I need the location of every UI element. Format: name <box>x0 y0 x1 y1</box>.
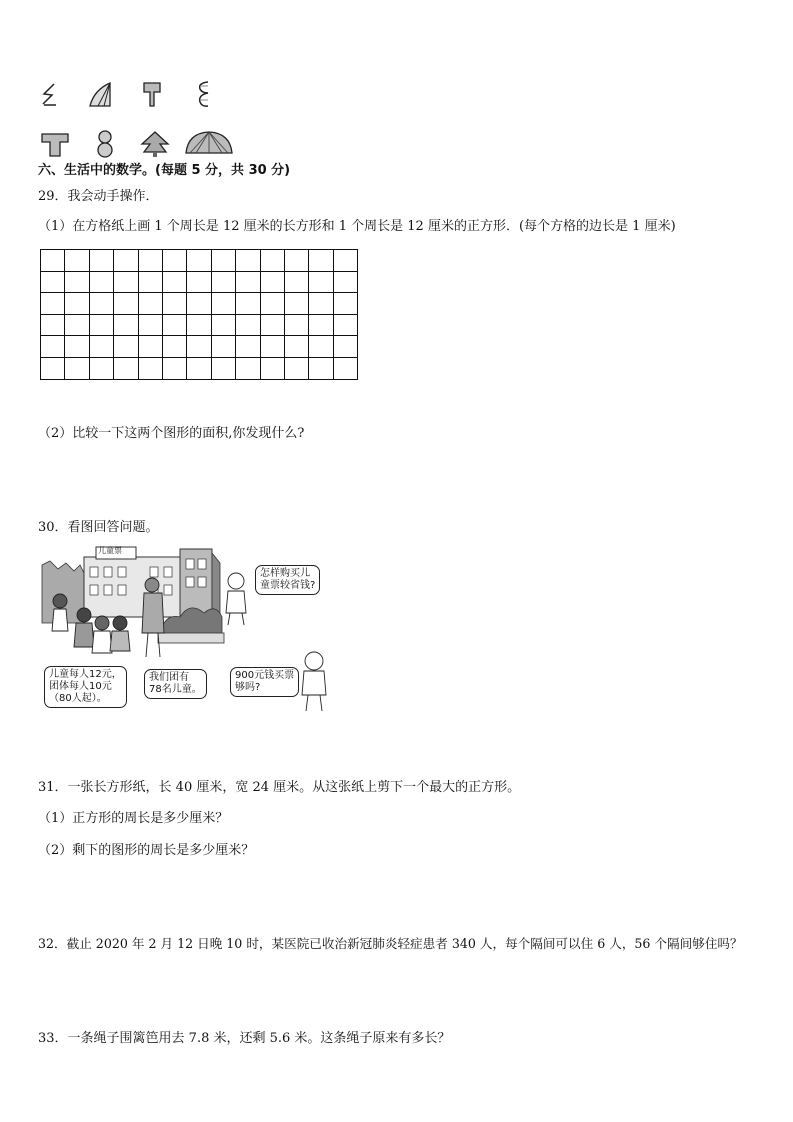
grid-cell[interactable] <box>260 314 284 336</box>
question-32-stem: 32．截止 2020 年 2 月 12 日晚 10 时，某医院已收治新冠肺炎轻症患者 340 人，每个隔间可以住 6 人，56 个隔间够住吗？ <box>38 936 743 951</box>
speech-bubble-enough-money: 900元钱买票 够吗? <box>230 667 299 697</box>
ticket-sign: 儿童票 <box>98 546 122 555</box>
grid-cell[interactable] <box>260 357 284 379</box>
grid-cell[interactable] <box>284 357 308 379</box>
grid-cell[interactable] <box>138 250 162 272</box>
question-29-part-2: （2）比较一下这两个图形的面积,你发现什么? <box>38 426 305 441</box>
grid-cell[interactable] <box>260 336 284 358</box>
grid-cell[interactable] <box>162 314 186 336</box>
grid-cell[interactable] <box>284 314 308 336</box>
grid-cell[interactable] <box>114 357 138 379</box>
grid-cell[interactable] <box>41 336 65 358</box>
grid-cell[interactable] <box>41 250 65 272</box>
grid-cell[interactable] <box>65 357 89 379</box>
question-31-part-1: （1）正方形的周长是多少厘米？ <box>38 811 229 826</box>
grid-cell[interactable] <box>138 314 162 336</box>
grid-cell[interactable] <box>41 271 65 293</box>
grid-cell[interactable] <box>236 336 260 358</box>
speech-bubble-group-count: 我们团有 78名儿童。 <box>144 669 207 699</box>
grid-cell[interactable] <box>89 314 113 336</box>
grid-cell[interactable] <box>284 336 308 358</box>
grid-cell[interactable] <box>211 314 235 336</box>
grid-cell[interactable] <box>162 271 186 293</box>
grid-row <box>41 314 358 336</box>
grid-cell[interactable] <box>114 250 138 272</box>
grid-cell[interactable] <box>162 357 186 379</box>
grid-cell[interactable] <box>236 293 260 315</box>
grid-cell[interactable] <box>236 250 260 272</box>
grid-cell[interactable] <box>309 357 333 379</box>
grid-cell[interactable] <box>138 357 162 379</box>
grid-cell[interactable] <box>65 250 89 272</box>
grid-cell[interactable] <box>162 336 186 358</box>
grid-cell[interactable] <box>138 271 162 293</box>
grid-row <box>41 336 358 358</box>
grid-cell[interactable] <box>162 293 186 315</box>
grid-cell[interactable] <box>309 271 333 293</box>
figure-snowman-icon <box>93 129 117 159</box>
question-31-stem: 31．一张长方形纸，长 40 厘米，宽 24 厘米。从这张纸上剪下一个最大的正方形。 <box>38 780 521 795</box>
grid-cell[interactable] <box>284 271 308 293</box>
question-33-stem: 33．一条绳子围篱笆用去 7.8 米，还剩 5.6 米。这条绳子原来有多长？ <box>38 1031 451 1046</box>
grid-cell[interactable] <box>333 357 357 379</box>
grid-cell[interactable] <box>309 250 333 272</box>
grid-cell[interactable] <box>41 293 65 315</box>
grid-cell[interactable] <box>162 250 186 272</box>
grid-cell[interactable] <box>89 271 113 293</box>
grid-cell[interactable] <box>284 293 308 315</box>
grid-cell[interactable] <box>309 293 333 315</box>
grid-cell[interactable] <box>236 271 260 293</box>
grid-cell[interactable] <box>187 293 211 315</box>
grid-cell[interactable] <box>138 293 162 315</box>
grid-cell[interactable] <box>187 271 211 293</box>
grid-cell[interactable] <box>309 314 333 336</box>
grid-cell[interactable] <box>89 357 113 379</box>
grid-cell[interactable] <box>187 250 211 272</box>
grid-cell[interactable] <box>211 336 235 358</box>
grid-cell[interactable] <box>65 271 89 293</box>
grid-row <box>41 271 358 293</box>
question-29-part-1: （1）在方格纸上画 1 个周长是 12 厘米的长方形和 1 个周长是 12 厘米的正方形．(每个方格的边长是 1 厘米) <box>38 219 676 234</box>
grid-cell[interactable] <box>89 336 113 358</box>
grid-cell[interactable] <box>333 336 357 358</box>
section-title: 六、生活中的数学。(每题 5 分，共 30 分) <box>38 163 291 178</box>
question-30-stem: 30．看图回答问题。 <box>38 520 159 535</box>
grid-cell[interactable] <box>65 336 89 358</box>
question-29-stem: 29．我会动手操作． <box>38 189 159 204</box>
figure-mushroom-icon <box>40 130 70 158</box>
grid-row <box>41 293 358 315</box>
grid-cell[interactable] <box>114 336 138 358</box>
grid-cell[interactable] <box>211 250 235 272</box>
grid-cell[interactable] <box>114 293 138 315</box>
grid-cell[interactable] <box>65 314 89 336</box>
grid-cell[interactable] <box>211 293 235 315</box>
grid-cell[interactable] <box>236 314 260 336</box>
grid-cell[interactable] <box>138 336 162 358</box>
grid-row <box>41 357 358 379</box>
grid-cell[interactable] <box>187 336 211 358</box>
grid-cell[interactable] <box>89 250 113 272</box>
grid-cell[interactable] <box>333 271 357 293</box>
question-31-part-2: （2）剩下的图形的周长是多少厘米？ <box>38 843 255 858</box>
grid-cell[interactable] <box>187 314 211 336</box>
half-figure-tree-icon <box>142 80 164 108</box>
square-grid-paper[interactable] <box>40 249 358 380</box>
figure-umbrella-icon <box>184 129 234 159</box>
grid-cell[interactable] <box>260 293 284 315</box>
grid-cell[interactable] <box>187 357 211 379</box>
half-figure-zigzag-icon <box>40 82 60 108</box>
grid-cell[interactable] <box>260 271 284 293</box>
grid-cell[interactable] <box>260 250 284 272</box>
grid-cell[interactable] <box>65 293 89 315</box>
half-figure-eight-icon <box>196 80 210 108</box>
speech-bubble-price: 儿童每人12元， 团体每人10元 （80人起）。 <box>44 666 127 708</box>
grid-cell[interactable] <box>284 250 308 272</box>
figure-pine-tree-icon <box>140 130 170 158</box>
grid-cell[interactable] <box>333 250 357 272</box>
speech-bubble-cheapest: 怎样购买儿 童票较省钱? <box>255 565 320 595</box>
grid-cell[interactable] <box>41 357 65 379</box>
grid-cell[interactable] <box>211 357 235 379</box>
grid-cell[interactable] <box>211 271 235 293</box>
grid-cell[interactable] <box>114 314 138 336</box>
grid-cell[interactable] <box>333 293 357 315</box>
grid-row <box>41 250 358 272</box>
grid-cell[interactable] <box>309 336 333 358</box>
grid-cell[interactable] <box>89 293 113 315</box>
ticket-scene-illustration <box>40 543 335 715</box>
half-figure-umbrella-icon <box>86 80 116 108</box>
grid-cell[interactable] <box>333 314 357 336</box>
grid-cell[interactable] <box>236 357 260 379</box>
grid-cell[interactable] <box>41 314 65 336</box>
grid-cell[interactable] <box>114 271 138 293</box>
